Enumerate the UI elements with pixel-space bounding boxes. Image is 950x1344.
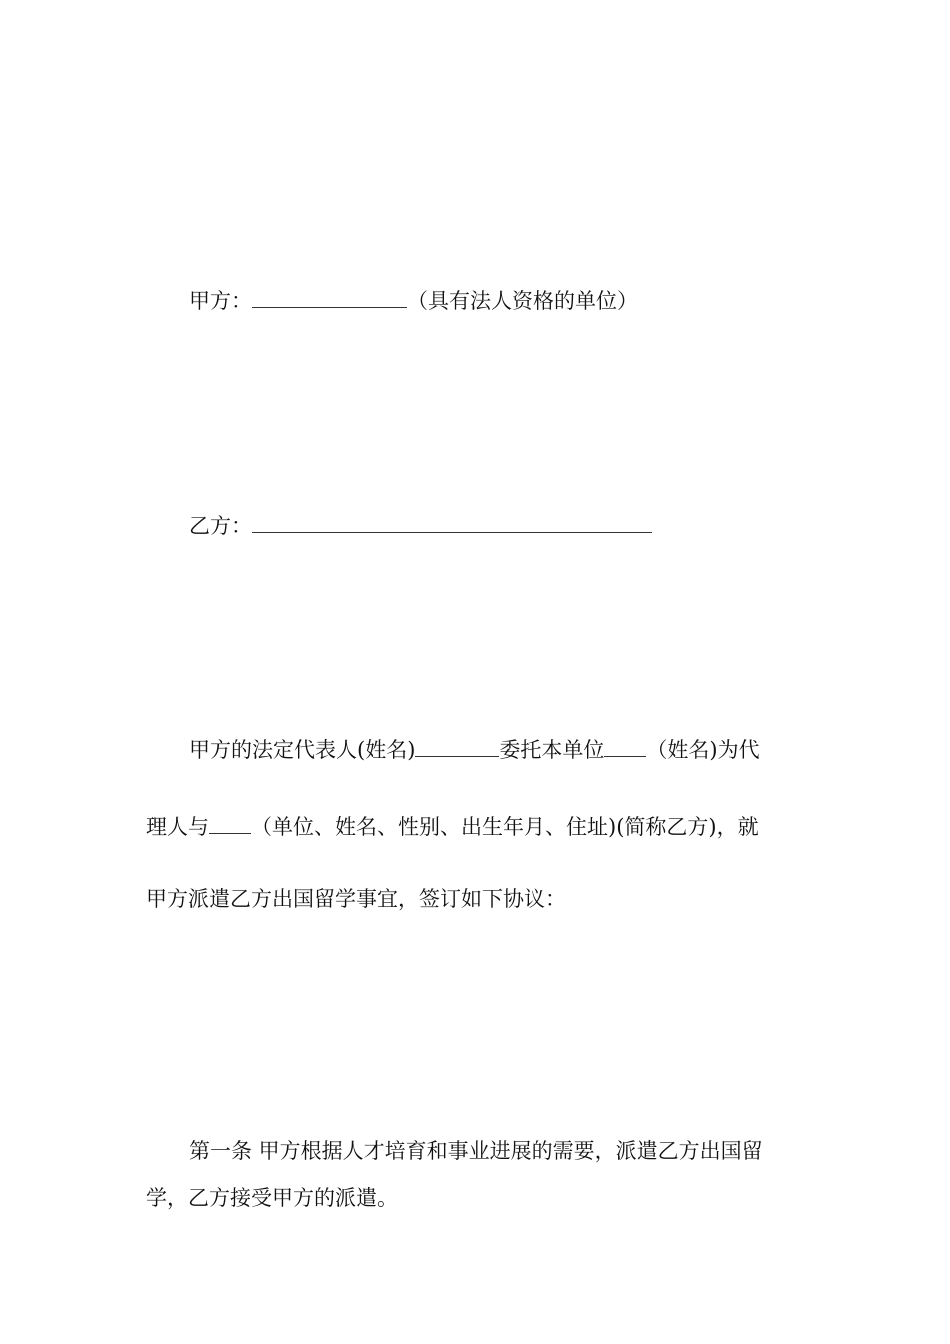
intro-text-2a: 理人与 [146, 815, 209, 839]
party-a-note: （具有法人资格的单位） [407, 289, 638, 313]
article-1-line-1: 第一条 甲方根据人才培育和事业进展的需要，派遣乙方出国留 [189, 1139, 763, 1163]
intro-text-1a: 甲方的法定代表人(姓名) [189, 738, 416, 762]
article-1-line-2: 学，乙方接受甲方的派遣。 [146, 1186, 398, 1210]
intro-line-2 [146, 814, 759, 840]
intro-text-1b: 委托本单位 [499, 738, 605, 762]
intro-line-3: 甲方派遣乙方出国留学事宜，签订如下协议： [146, 887, 566, 911]
party-b-blank[interactable] [252, 514, 652, 533]
intro-line-1 [189, 737, 760, 763]
intro-text-1c: （姓名)为代 [646, 738, 760, 762]
agent-name-blank[interactable] [604, 738, 646, 757]
party-b-info-blank[interactable] [209, 815, 251, 834]
party-b-label: 乙方： [189, 514, 252, 538]
intro-text-2b: （单位、姓名、性别、出生年月、住址)(简称乙方)，就 [251, 815, 759, 839]
party-a-line [189, 288, 638, 314]
party-a-label: 甲方： [189, 289, 252, 313]
party-b-line [189, 513, 652, 539]
party-a-blank[interactable] [252, 289, 407, 308]
representative-name-blank[interactable] [415, 738, 499, 757]
